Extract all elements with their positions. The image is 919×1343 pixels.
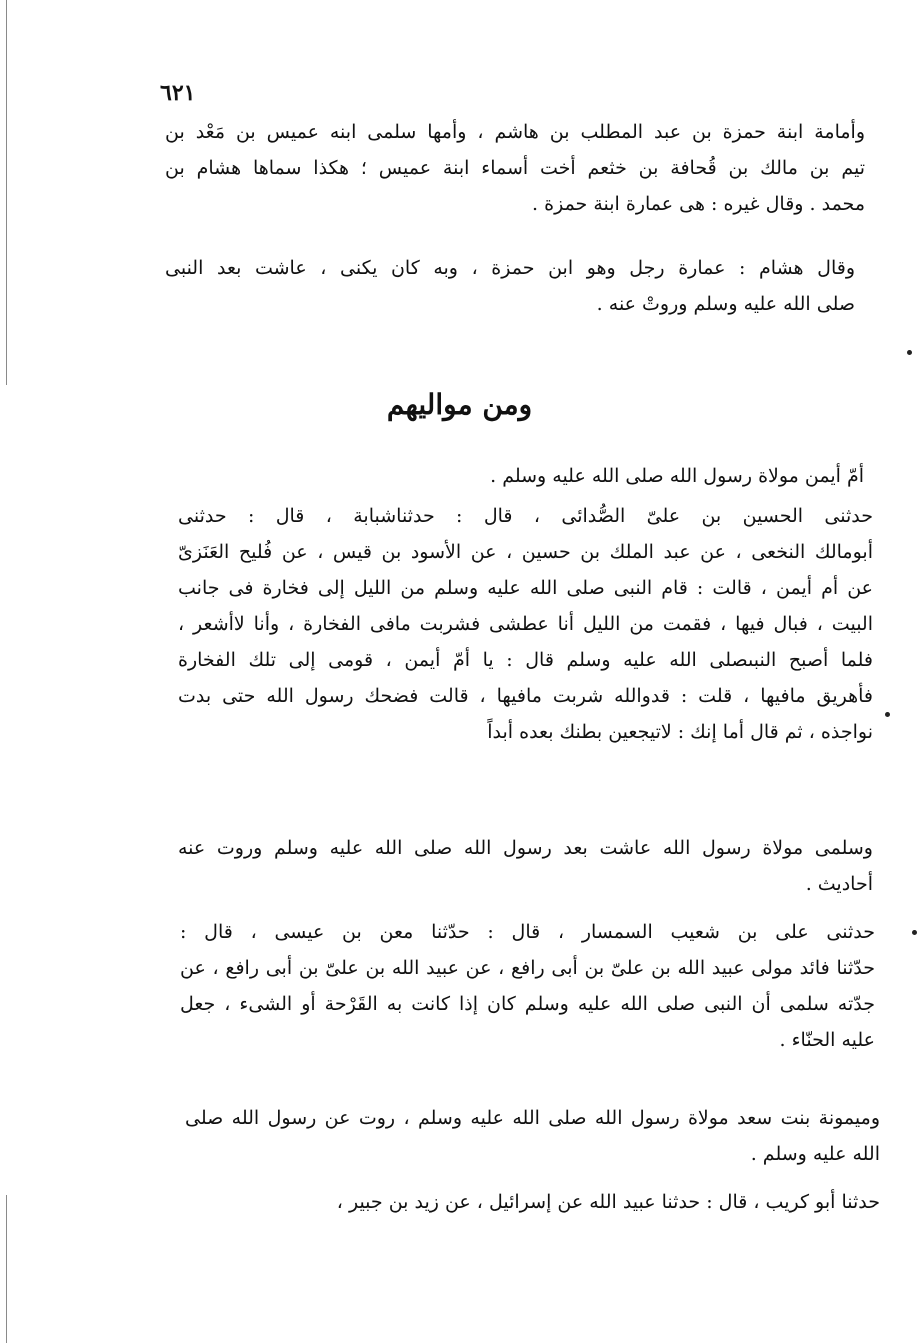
- paragraph-4: [178, 830, 873, 902]
- page-number: ٦٢١: [160, 80, 196, 106]
- margin-rule-bottom: [6, 1195, 7, 1343]
- text-line: البيت ، فبال فيها ، فقمت من الليل أنا عطشى فشربت مافى الفخارة ، وأنا لاأشعر ،: [178, 613, 873, 635]
- text-line: وأمامة ابنة حمزة بن عبد المطلب بن هاشم ، وأمها سلمى ابنه عميس بن مَعْد بن: [165, 121, 865, 143]
- margin-dot: [912, 930, 917, 935]
- text-line: أحاديث .: [805, 873, 873, 895]
- text-line: الله عليه وسلم .: [750, 1143, 880, 1165]
- text-line: جدّته سلمى أن النبى صلى الله عليه وسلم كان إذا كانت به القَرْحة أو الشىء ، جعل: [180, 993, 875, 1015]
- text-line: وسلمى مولاة رسول الله عاشت بعد رسول الله صلى الله عليه وسلم وروت عنه: [178, 837, 873, 859]
- text-line: عن أم أيمن ، قالت : قام النبى صلى الله عليه وسلم من الليل إلى فخارة فى جانب: [178, 577, 873, 599]
- paragraph-1: [165, 114, 865, 222]
- paragraph-7: [215, 1184, 880, 1220]
- paragraph-2: [165, 250, 855, 322]
- text-line: تيم بن مالك بن قُحافة بن خثعم أخت أسماء ابنة عميس ؛ هكذا سماها هشام بن: [165, 157, 865, 179]
- text-line: حدثنا أبو كريب ، قال : حدثنا عبيد الله عن إسرائيل ، عن زيد بن جبير ،: [336, 1191, 880, 1213]
- text-line: محمد . وقال غيره : هى عمارة ابنة حمزة .: [532, 193, 865, 215]
- text-line: وقال هشام : عمارة رجل وهو ابن حمزة ، وبه كان يكنى ، عاشت بعد النبى: [165, 257, 855, 279]
- text-line: أبومالك النخعى ، عن عبد الملك بن حسين ، عن الأسود بن قيس ، عن فُليح العَنَزىّ: [178, 541, 873, 563]
- paragraph-6: [185, 1100, 880, 1172]
- text-line: حدثنى الحسين بن علىّ الصُّدائى ، قال : حدثناشبابة ، قال : حدثنى: [178, 505, 873, 527]
- text-line: نواجذه ، ثم قال أما إنك : لاتيجعين بطنك بعده أبداً: [487, 721, 873, 743]
- text-line: حدّثنا فائد مولى عبيد الله بن علىّ بن أبى رافع ، عن عبيد الله بن علىّ بن أبى رافع ، عن: [180, 957, 875, 979]
- entry-title: أمّ أيمن مولاة رسول الله صلى الله عليه وسلم .: [490, 465, 864, 487]
- margin-dot: [885, 712, 890, 717]
- margin-dot: [907, 350, 912, 355]
- text-line: حدثنى على بن شعيب السمسار ، قال : حدّثنا معن بن عيسى ، قال :: [180, 921, 875, 943]
- text-line: وميمونة بنت سعد مولاة رسول الله صلى الله عليه وسلم ، روت عن رسول الله صلى: [185, 1107, 880, 1129]
- text-line: فلما أصبح النبىصلى الله عليه وسلم قال : يا أمّ أيمن ، قومى إلى تلك الفخارة: [178, 649, 873, 671]
- paragraph-5: [180, 914, 875, 1058]
- margin-rule-top: [6, 0, 7, 385]
- section-heading: ومن مواليهم: [386, 388, 533, 421]
- text-line: عليه الحنّاء .: [779, 1029, 875, 1051]
- text-line: فأهريق مافيها ، قلت : قدوالله شربت مافيها ، قالت فضحك رسول الله حتى بدت: [178, 685, 873, 707]
- paragraph-3: [178, 498, 873, 750]
- text-line: صلى الله عليه وسلم وروتْ عنه .: [596, 293, 855, 315]
